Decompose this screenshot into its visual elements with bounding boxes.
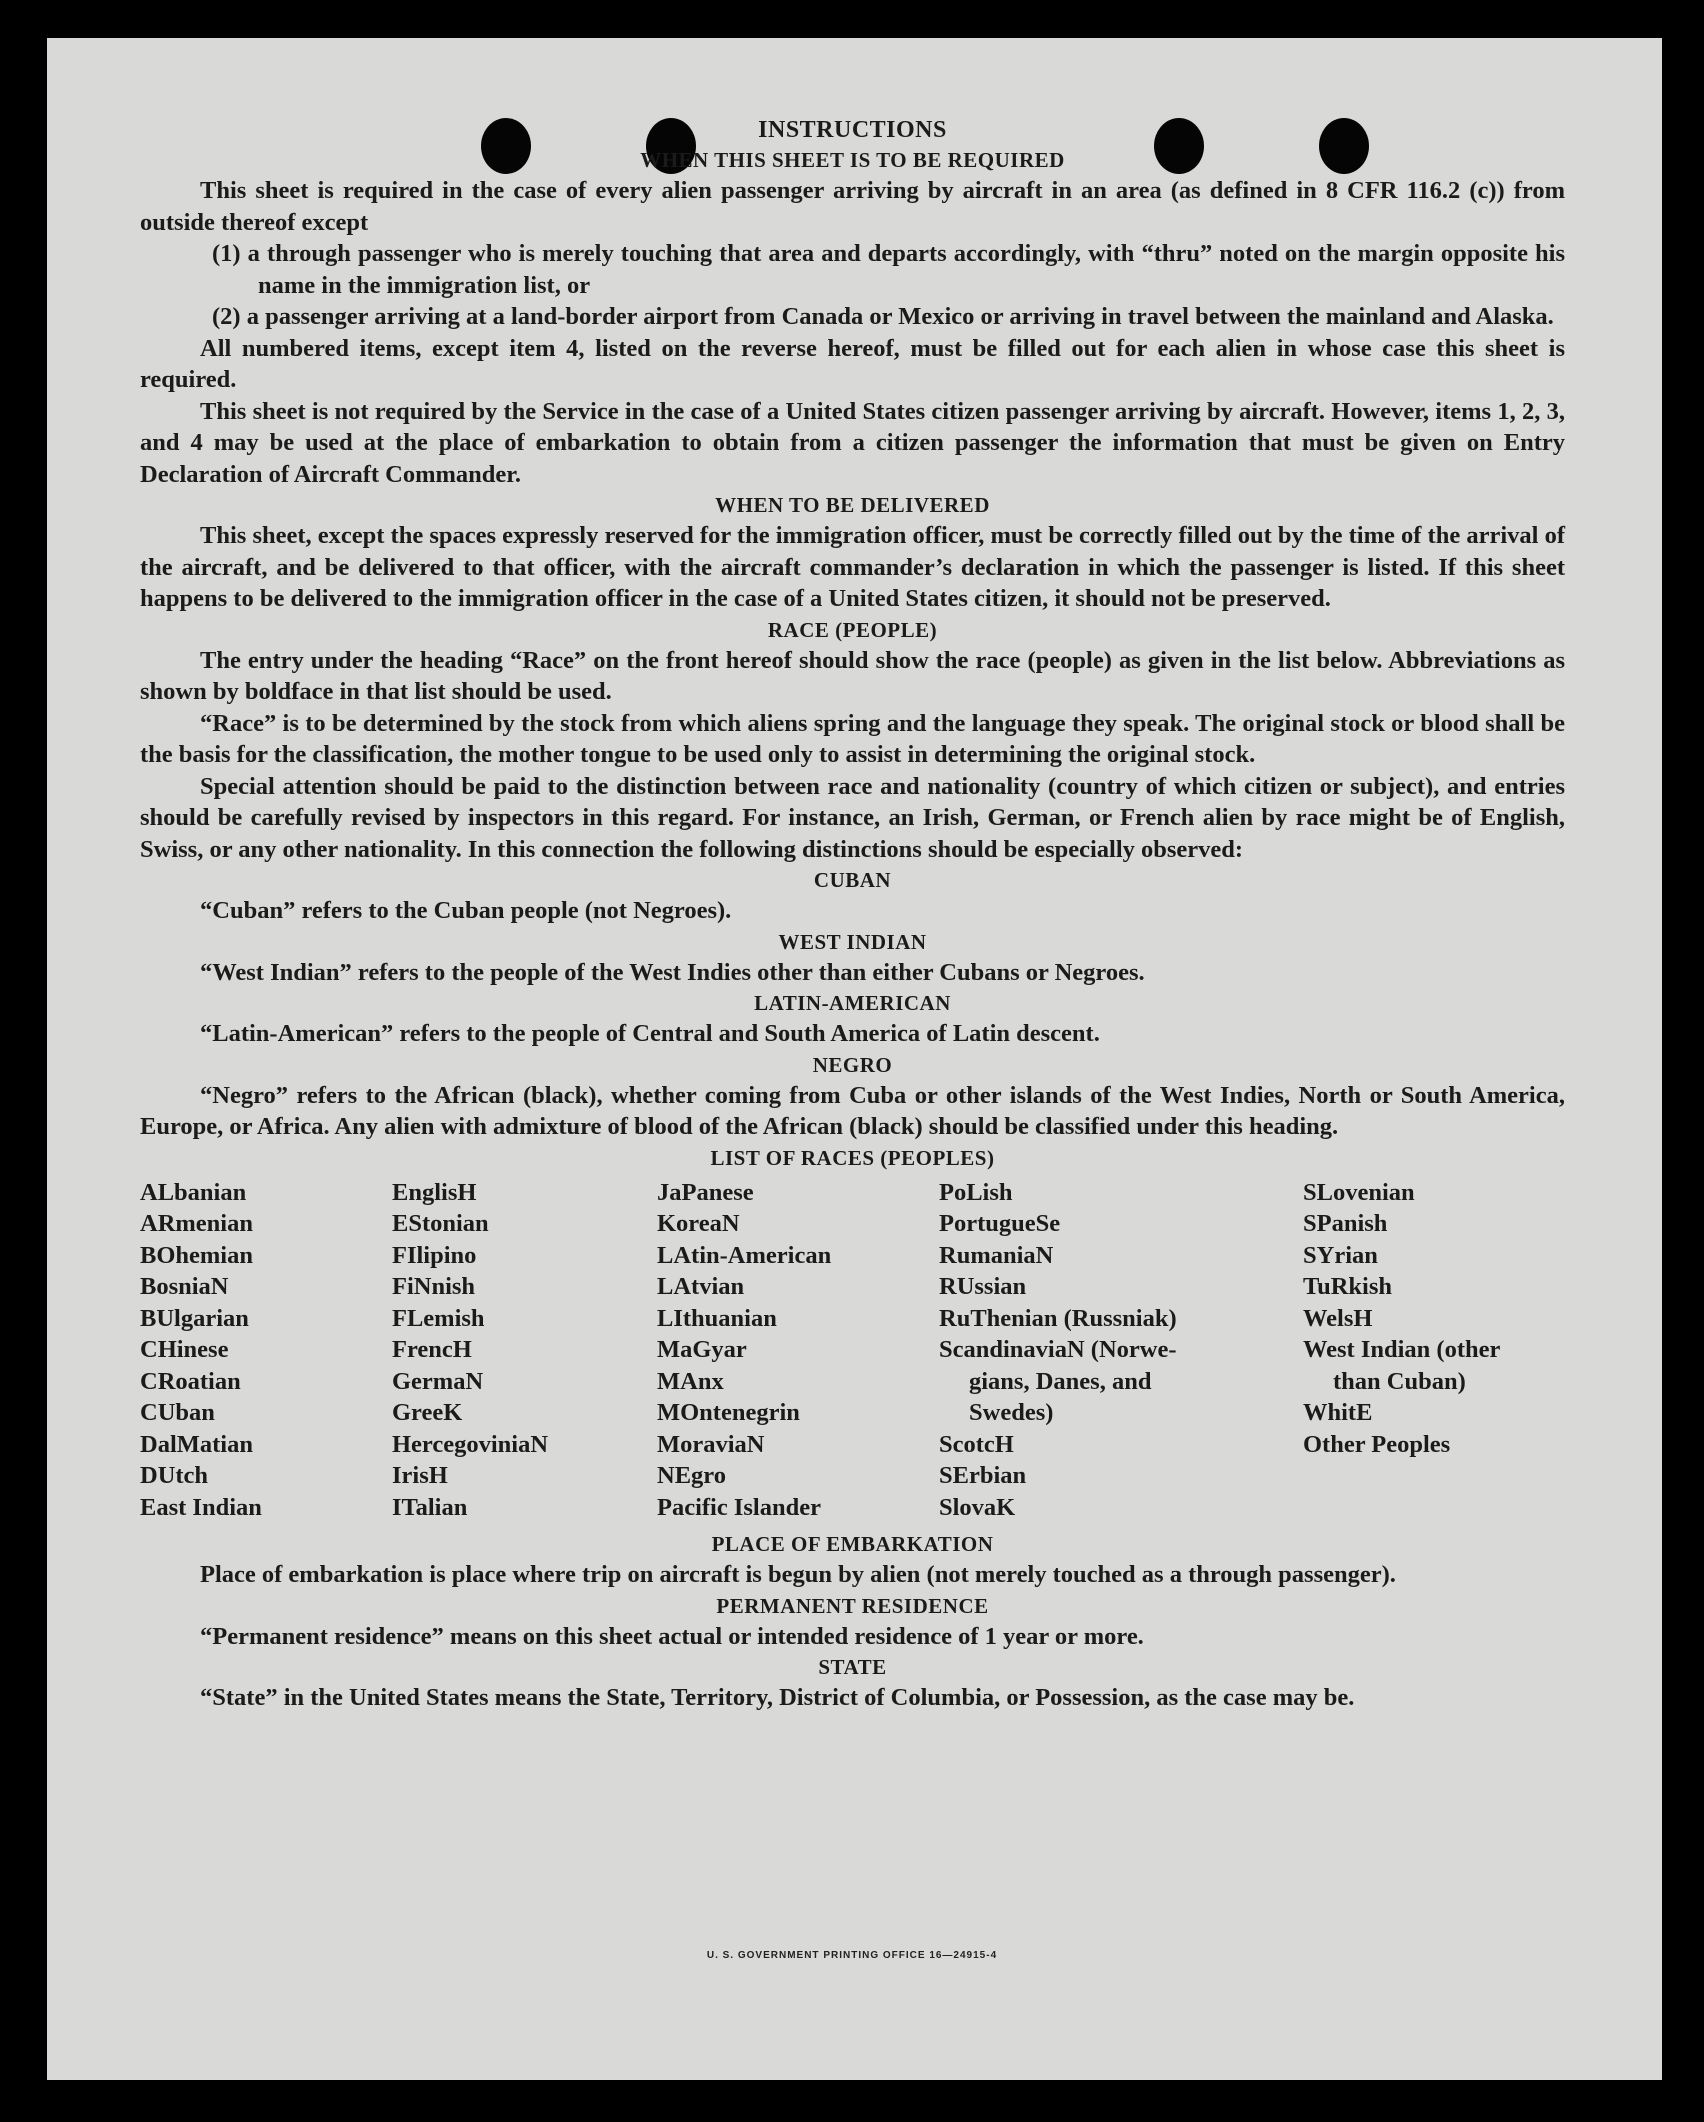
race-item: East Indian [140, 1493, 262, 1521]
para-required: This sheet is required in the case of every alien passenger arriving by aircraft in an area (as defined in 8 CFR 116.2 (c)) from outside thereof except [140, 177, 1565, 236]
cuban-heading: CUBAN [813, 868, 892, 892]
race-item: GreeK [392, 1399, 463, 1426]
race-item: FIlipino [392, 1241, 477, 1269]
para-numbered-items: All numbered items, except item 4, listed on the reverse hereof, must be filled out for each alien in whose case this sheet is required. [140, 334, 1565, 393]
latin-american-text: “Latin-American” refers to the people of Central and South America of Latin descent. [200, 1020, 1100, 1047]
race-item: CRoatian [140, 1367, 241, 1395]
race-item: CHinese [140, 1336, 229, 1363]
race-item: SPanish [1303, 1210, 1388, 1237]
printing-office-footer: U. S. GOVERNMENT PRINTING OFFICE 16—24915-4 [706, 1950, 998, 1961]
embarkation-text: Place of embarkation is place where trip on aircraft is begun by alien (not merely touched as a through passenger). [200, 1561, 1396, 1588]
race-item: Other Peoples [1303, 1430, 1451, 1458]
race-item: than Cuban) [1333, 1367, 1466, 1395]
para-race-nationality: Special attention should be paid to the distinction between race and nationality (country of which citizen or subject), and entries should be carefully revised by inspectors in this regard. For instance, an Irish, German, or French alien by race might be of English, Swiss, or any other nationality. In this connection the following distinctions should be especially observed: [140, 772, 1565, 863]
race-item: HercegoviniaN [392, 1430, 549, 1458]
race-item: LAtvian [657, 1273, 745, 1300]
negro-text: “Negro” refers to the African (black), whether coming from Cuba or other islands of the West Indies, North or South America, Europe, or Africa. Any alien with admixture of blood of the African (black) should be classified under this heading. [140, 1081, 1565, 1140]
state-heading: STATE [818, 1655, 887, 1679]
race-item: CUban [140, 1399, 215, 1426]
instructions-content [140, 115, 1565, 1714]
race-item: ScotcH [939, 1430, 1014, 1458]
race-item: WelsH [1303, 1304, 1373, 1332]
instructions-title: INSTRUCTIONS [758, 117, 947, 143]
race-item: MoraviaN [657, 1430, 765, 1458]
races-column-2 [392, 1177, 657, 1524]
state-text: “State” in the United States means the State, Territory, District of Columbia, or Possession, as the case may be. [200, 1684, 1355, 1711]
race-item: Swedes) [969, 1399, 1054, 1426]
races-column-5 [1303, 1177, 1565, 1524]
race-item: gians, Danes, and [969, 1367, 1152, 1395]
exception-item-1: (1) a through passenger who is merely touching that area and departs accordingly, with “thru” noted on the margin opposite his name in the immigration list, or [212, 240, 1565, 299]
race-item: SlovaK [939, 1493, 1016, 1521]
west-indian-text: “West Indian” refers to the people of the West Indies other than either Cubans or Negroes. [200, 958, 1145, 986]
residence-text: “Permanent residence” means on this sheet actual or intended residence of 1 year or more. [200, 1622, 1144, 1650]
race-item: GermaN [392, 1367, 484, 1395]
race-item: DUtch [140, 1462, 209, 1489]
race-item: PoLish [939, 1178, 1013, 1206]
race-heading: RACE (PEOPLE) [767, 617, 938, 642]
race-item: FLemish [392, 1304, 485, 1332]
latin-american-heading: LATIN-AMERICAN [754, 991, 951, 1015]
race-item: LIthuanian [657, 1304, 777, 1332]
residence-heading: PERMANENT RESIDENCE [716, 1593, 989, 1618]
race-item: West Indian (other [1303, 1336, 1501, 1363]
list-of-races-heading: LIST OF RACES (PEOPLES) [710, 1145, 995, 1170]
para-delivery: This sheet, except the spaces expressly reserved for the immigration officer, must be correctly filled out by the time of the arrival of the aircraft, and be delivered to that officer, with the aircraft commander’s declaration in which the passenger is listed. If this sheet happens to be delivered to the immigration officer in the case of a United States citizen, it should not be preserved. [140, 522, 1565, 612]
embarkation-heading: PLACE OF EMBARKATION [711, 1532, 994, 1556]
race-item: BosniaN [140, 1273, 229, 1300]
race-item: ScandinaviaN (Norwe- [939, 1336, 1177, 1363]
race-item: MOntenegrin [657, 1399, 800, 1426]
exception-item-2: (2) a passenger arriving at a land-border airport from Canada or Mexico or arriving in travel between the mainland and Alaska. [212, 303, 1554, 330]
para-race-definition: “Race” is to be determined by the stock from which aliens spring and the language they speak. The original stock or blood shall be the basis for the classification, the mother tongue to be used only to assist in determining the original stock. [140, 709, 1565, 768]
race-item: RUssian [939, 1273, 1027, 1300]
race-item: RuThenian (Russniak) [939, 1304, 1177, 1332]
race-item: DalMatian [140, 1430, 253, 1458]
race-item: ALbanian [140, 1178, 247, 1206]
race-item: SErbian [939, 1462, 1027, 1489]
race-item: FiNnish [392, 1273, 476, 1300]
race-item: PortugueSe [939, 1210, 1061, 1237]
race-item: NEgro [657, 1462, 726, 1489]
race-item: BUlgarian [140, 1304, 249, 1332]
race-item: KoreaN [657, 1210, 740, 1237]
cuban-text: “Cuban” refers to the Cuban people (not Negroes). [200, 897, 732, 924]
para-race-entry: The entry under the heading “Race” on the front hereof should show the race (people) as given in the list below. Abbreviations as shown by boldface in that list should be used. [140, 646, 1565, 705]
race-item: TuRkish [1303, 1273, 1393, 1300]
para-citizen: This sheet is not required by the Service in the case of a United States citizen passenger arriving by aircraft. However, items 1, 2, 3, and 4 may be used at the place of embarkation to obtain from a citizen passenger the information that must be given on Entry Declaration of Aircraft Commander. [140, 397, 1565, 488]
race-item: FrencH [392, 1336, 472, 1363]
negro-heading: NEGRO [812, 1052, 893, 1077]
race-item: Pacific Islander [657, 1493, 821, 1521]
race-item: EnglisH [392, 1178, 477, 1206]
races-column-1 [140, 1177, 392, 1524]
race-item: LAtin-American [657, 1241, 832, 1269]
races-column-4 [939, 1177, 1303, 1524]
races-column-3 [657, 1177, 939, 1524]
race-item: SYrian [1303, 1241, 1378, 1269]
race-item: MaGyar [657, 1336, 747, 1363]
races-list [140, 1177, 1565, 1524]
race-item: ITalian [392, 1493, 468, 1521]
race-item: ARmenian [140, 1210, 253, 1237]
race-item: BOhemian [140, 1241, 253, 1269]
race-item: WhitE [1303, 1399, 1373, 1426]
race-item: RumaniaN [939, 1241, 1054, 1269]
when-delivered-heading: WHEN TO BE DELIVERED [715, 493, 990, 517]
race-item: JaPanese [657, 1178, 754, 1206]
race-item: EStonian [392, 1210, 489, 1237]
west-indian-heading: WEST INDIAN [778, 929, 927, 954]
race-item: SLovenian [1303, 1178, 1415, 1206]
race-item: IrisH [392, 1462, 448, 1489]
when-required-heading: WHEN THIS SHEET IS TO BE REQUIRED [640, 148, 1065, 172]
race-item: MAnx [657, 1367, 724, 1395]
